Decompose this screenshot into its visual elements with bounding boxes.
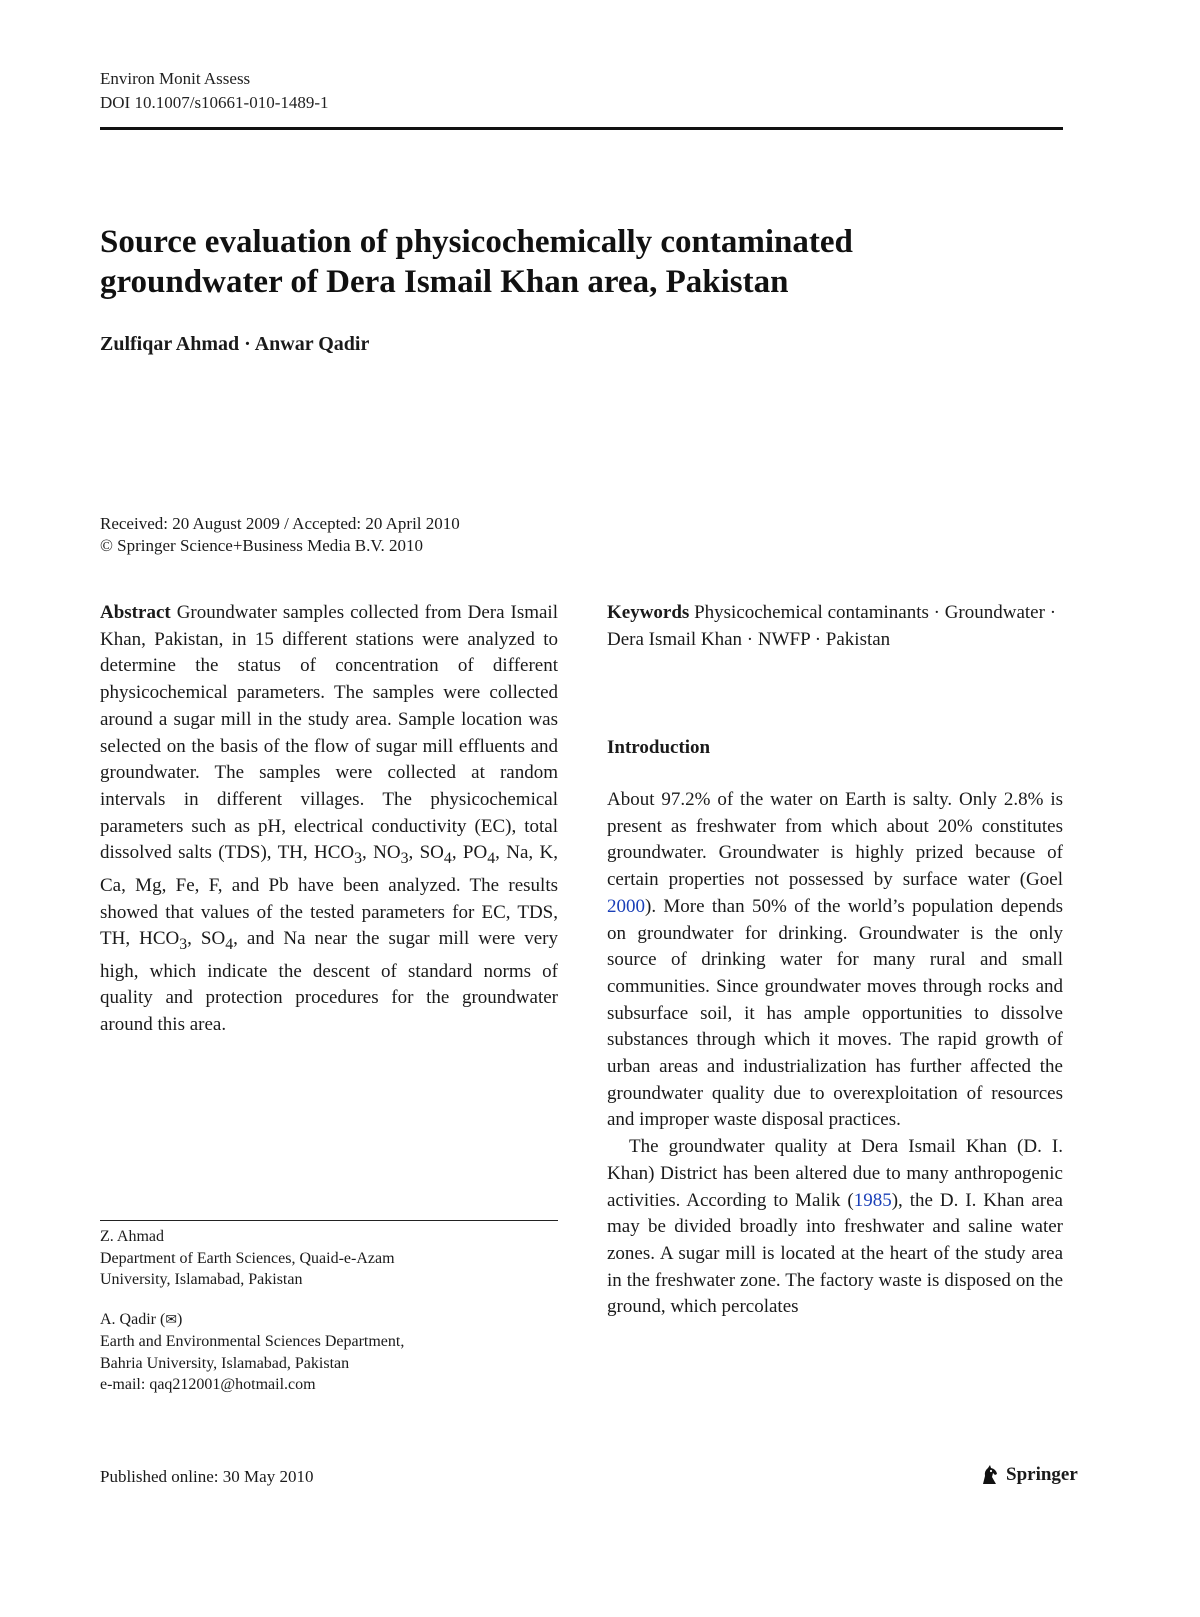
abstract-text: Groundwater samples collected from Dera Ismail Khan, Pakistan, in 15 different stations were analyzed to determine the status of concentration of different physicochemical parameters. The samples were collected around a sugar mill in the study area. Sample location was selected on the basis of the flow of sugar mill effluents and groundwater. The samples were collected at random intervals in different villages. The physicochemical parameters such as pH, electrical conductivity (EC), total dissolved salts (TDS), TH, HCO: [100, 602, 558, 864]
abstract-label: Abstract: [100, 602, 171, 623]
journal-header: [100, 67, 329, 115]
intro-text: ), the D. I. Khan area may be divided broadly into freshwater and saline water zones. A sugar mill is located at the heart of the study area in the freshwater zone. The factory waste is disposed on the ground, which percolates: [607, 1189, 1063, 1318]
affiliation-2-name-end: ): [177, 1310, 183, 1328]
keywords-label: Keywords: [607, 602, 690, 623]
publisher-logo: [978, 1463, 1078, 1487]
intro-text: About 97.2% of the water on Earth is salty. Only 2.8% is present as freshwater from which about 20% constitutes groundwater. Groundwater is highly prized because of certain properties not possessed by surface water (Goel: [607, 789, 1063, 891]
affiliations: [100, 1226, 558, 1396]
intro-paragraph-2: [607, 1134, 1063, 1321]
introduction-heading: Introduction: [607, 737, 711, 758]
citation-link[interactable]: 1985: [853, 1189, 892, 1211]
header-rule: [100, 127, 1063, 130]
subscript: 3: [354, 850, 363, 868]
abstract: [100, 600, 558, 1039]
subscript: 4: [443, 850, 452, 868]
email[interactable]: e-mail: qaq212001@hotmail.com: [100, 1376, 316, 1393]
subscript: 3: [400, 850, 409, 868]
journal-name: Environ Monit Assess: [100, 69, 251, 88]
affiliation-1-name: Z. Ahmad: [100, 1228, 164, 1245]
affiliation-2-line: Bahria University, Islamabad, Pakistan: [100, 1354, 350, 1372]
abstract-text: , and Na near the sugar mill were very high, which indicate the descent of standard norms of quality and protection procedures for the groundwater around this area.: [100, 928, 558, 1036]
title-line-2: groundwater of Dera Ismail Khan area, Pakistan: [100, 264, 789, 300]
published-online: Published online: 30 May 2010: [100, 1467, 314, 1486]
envelope-icon: ✉: [165, 1311, 178, 1328]
spacer: [100, 1291, 558, 1309]
authors: Zulfiqar Ahmad · Anwar Qadir: [100, 333, 370, 355]
citation-link[interactable]: 2000: [607, 895, 645, 917]
abstract-text: , SO: [408, 842, 444, 864]
intro-paragraph-1: [607, 787, 1063, 1134]
springer-horse-icon: [978, 1463, 1002, 1487]
doi: DOI 10.1007/s10661-010-1489-1: [100, 93, 329, 112]
title-line-1: Source evaluation of physicochemically contaminated: [100, 224, 853, 260]
keywords: [607, 600, 1063, 653]
publisher-name: Springer: [1006, 1464, 1078, 1485]
keywords-text: Physicochemical contaminants · Groundwater · Dera Ismail Khan · NWFP · Pakistan: [607, 602, 1057, 650]
abstract-text: , Na, K, Ca, Mg, Fe, F, and Pb have been analyzed. The results showed that values of the tested parameters for EC, TDS, TH, HCO: [100, 842, 558, 950]
affiliation-2-name: [100, 1309, 558, 1332]
copyright: © Springer Science+Business Media B.V. 2010: [100, 536, 423, 555]
introduction-body: [607, 787, 1063, 1321]
affiliation-1-line: Department of Earth Sciences, Quaid-e-Azam: [100, 1249, 395, 1267]
abstract-text: , NO: [362, 842, 401, 864]
received-accepted: Received: 20 August 2009 / Accepted: 20 April 2010: [100, 514, 460, 533]
subscript: 3: [179, 936, 188, 954]
article-title: [100, 222, 1000, 302]
affiliation-2-name-text: A. Qadir (: [100, 1310, 166, 1328]
intro-text: ). More than 50% of the world’s population depends on groundwater for drinking. Groundwater is the only source of drinking water for many rural and small communities. Since groundwater moves through rocks and subsurface soil, it has ample opportunities to dissolve substances through which it moves. The rapid growth of urban areas and industrialization has further affected the groundwater quality due to overexploitation of resources and improper waste disposal practices.: [607, 895, 1063, 1131]
abstract-text: , SO: [187, 928, 226, 950]
affiliation-rule: [100, 1220, 558, 1221]
subscript: 4: [225, 936, 234, 954]
article-dates: [100, 513, 460, 557]
affiliation-1-line: University, Islamabad, Pakistan: [100, 1271, 303, 1288]
affiliation-2-line: Earth and Environmental Sciences Department,: [100, 1333, 405, 1350]
intro-text: The groundwater quality at Dera Ismail Khan (D. I. Khan) District has been altered due to many anthropogenic activities. According to Malik (: [607, 1136, 1063, 1211]
abstract-text: , PO: [451, 842, 488, 864]
subscript: 4: [487, 850, 496, 868]
